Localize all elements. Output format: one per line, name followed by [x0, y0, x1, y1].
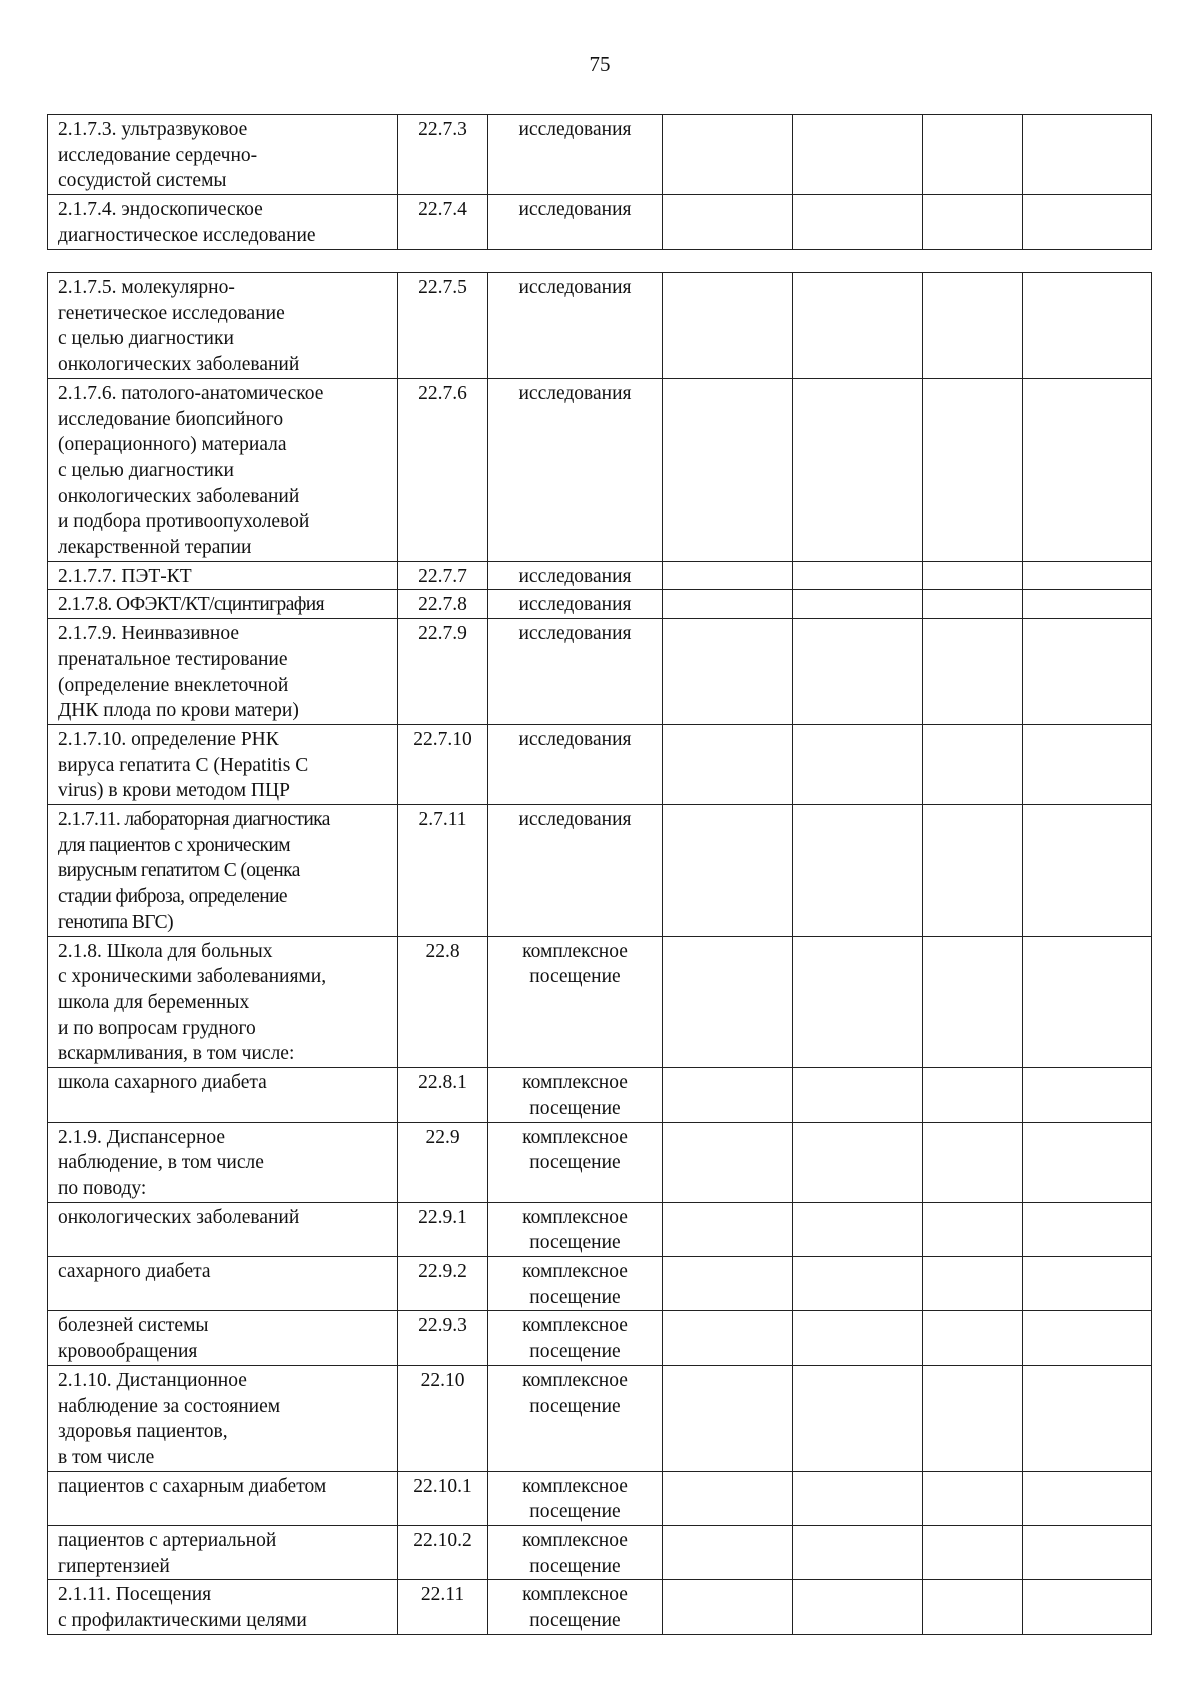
empty-cell: [663, 273, 793, 379]
empty-cell: [923, 115, 1023, 195]
code-cell: [398, 1365, 488, 1471]
row-code: 22.10.2: [413, 1530, 472, 1552]
row-code: 22.8.1: [418, 1072, 467, 1094]
service-name: болезней системы кровообращения: [58, 1315, 209, 1363]
service-name-cell: [48, 1257, 398, 1311]
service-name-cell: [48, 724, 398, 804]
service-name: 2.1.7.10. определение РНК вируса гепатита С (Hepatitis C virus) в крови методом ПЦР: [58, 728, 309, 802]
service-name-cell: [48, 561, 398, 590]
unit-of-measure: комплексное посещение: [522, 940, 628, 988]
empty-cell: [663, 619, 793, 725]
empty-cell: [663, 115, 793, 195]
empty-cell: [793, 561, 923, 590]
unit-of-measure: исследования: [518, 594, 632, 616]
empty-cell: [1023, 1580, 1152, 1634]
code-cell: [398, 1580, 488, 1634]
code-cell: [398, 1068, 488, 1122]
empty-cell: [663, 1257, 793, 1311]
code-cell: [398, 273, 488, 379]
empty-cell: [923, 1257, 1023, 1311]
empty-cell: [1023, 1068, 1152, 1122]
code-cell: [398, 1202, 488, 1256]
unit-of-measure: исследования: [518, 199, 632, 221]
row-code: 22.7.6: [418, 382, 467, 404]
empty-cell: [663, 1202, 793, 1256]
empty-cell: [923, 195, 1023, 249]
unit-cell: [488, 1471, 663, 1525]
empty-cell: [663, 936, 793, 1068]
table-row: [48, 1068, 1152, 1122]
service-name: 2.1.7.3. ультразвуковое исследование сердечно- сосудистой системы: [58, 119, 258, 192]
empty-cell: [793, 619, 923, 725]
service-name: 2.1.7.4. эндоскопическое диагностическое исследование: [58, 199, 316, 246]
table-row: [48, 1257, 1152, 1311]
service-name: 2.1.10. Дистанционное наблюдение за состоянием здоровья пациентов, в том числе: [58, 1369, 281, 1468]
empty-cell: [663, 1122, 793, 1202]
unit-of-measure: комплексное посещение: [522, 1072, 628, 1119]
unit-cell: [488, 561, 663, 590]
table-row: [48, 1471, 1152, 1525]
empty-cell: [923, 1365, 1023, 1471]
unit-of-measure: исследования: [518, 119, 632, 140]
service-name: пациентов с сахарным диабетом: [58, 1475, 327, 1497]
table-row: [48, 936, 1152, 1068]
service-name-cell: [48, 1311, 398, 1365]
empty-cell: [1023, 273, 1152, 379]
empty-cell: [663, 1580, 793, 1634]
service-name-cell: [48, 619, 398, 725]
unit-of-measure: комплексное посещение: [522, 1126, 628, 1174]
service-name-cell: [48, 273, 398, 379]
empty-cell: [1023, 1122, 1152, 1202]
empty-cell: [793, 1202, 923, 1256]
empty-cell: [923, 561, 1023, 590]
unit-cell: [488, 1257, 663, 1311]
unit-of-measure: исследования: [518, 623, 632, 645]
empty-cell: [793, 378, 923, 561]
table-row: [48, 273, 1152, 379]
service-name: 2.1.9. Диспансерное наблюдение, в том числе по поводу:: [58, 1126, 264, 1199]
unit-cell: [488, 1202, 663, 1256]
unit-of-measure: исследования: [518, 809, 632, 831]
empty-cell: [1023, 1202, 1152, 1256]
code-cell: [398, 1311, 488, 1365]
service-name-cell: [48, 1202, 398, 1256]
empty-cell: [923, 1202, 1023, 1256]
service-name: онкологических заболеваний: [58, 1206, 300, 1228]
services-table-part-1: [47, 114, 1152, 250]
empty-cell: [923, 724, 1023, 804]
unit-cell: [488, 1526, 663, 1580]
row-code: 22.7.4: [418, 199, 467, 221]
row-code: 22.9.1: [418, 1206, 467, 1228]
empty-cell: [663, 1068, 793, 1122]
empty-cell: [793, 724, 923, 804]
service-name-cell: [48, 805, 398, 937]
empty-cell: [793, 1580, 923, 1634]
empty-cell: [923, 590, 1023, 619]
code-cell: [398, 805, 488, 937]
table-row: [48, 195, 1152, 249]
empty-cell: [1023, 724, 1152, 804]
service-name: 2.1.7.7. ПЭТ-КТ: [58, 565, 192, 587]
service-name: 2.1.7.8. ОФЭКТ/КТ/сцинтиграфия: [58, 594, 325, 616]
row-code: 22.7.5: [418, 277, 467, 298]
row-code: 22.7.8: [418, 594, 467, 616]
unit-of-measure: исследования: [518, 382, 632, 404]
empty-cell: [793, 1526, 923, 1580]
empty-cell: [663, 1311, 793, 1365]
empty-cell: [793, 195, 923, 249]
service-name-cell: [48, 378, 398, 561]
services-table-part-2: [47, 272, 1152, 1635]
empty-cell: [793, 273, 923, 379]
row-code: 22.10: [420, 1369, 465, 1391]
unit-of-measure: комплексное посещение: [522, 1206, 628, 1254]
table-row: [48, 115, 1152, 195]
unit-of-measure: комплексное посещение: [522, 1475, 628, 1523]
code-cell: [398, 195, 488, 249]
unit-cell: [488, 195, 663, 249]
empty-cell: [663, 195, 793, 249]
service-name: 2.1.7.11. лабораторная диагностика для пациентов с хроническим вирусным гепатитом С (оценка стадии фиброза, определение генотипа ВГС): [58, 809, 330, 933]
unit-of-measure: комплексное посещение: [522, 1530, 628, 1577]
empty-cell: [923, 1471, 1023, 1525]
service-name-cell: [48, 1365, 398, 1471]
table-row: [48, 590, 1152, 619]
empty-cell: [793, 115, 923, 195]
table-row: [48, 805, 1152, 937]
empty-cell: [793, 1257, 923, 1311]
empty-cell: [923, 273, 1023, 379]
empty-cell: [923, 936, 1023, 1068]
row-code: 22.9.2: [418, 1261, 467, 1283]
service-name: 2.1.11. Посещения с профилактическими целями: [58, 1584, 307, 1632]
empty-cell: [793, 1122, 923, 1202]
service-name-cell: [48, 1471, 398, 1525]
unit-of-measure: исследования: [518, 565, 632, 587]
unit-of-measure: комплексное посещение: [522, 1315, 628, 1363]
empty-cell: [923, 1311, 1023, 1365]
empty-cell: [923, 378, 1023, 561]
service-name: школа сахарного диабета: [58, 1072, 267, 1094]
empty-cell: [663, 1365, 793, 1471]
unit-cell: [488, 1068, 663, 1122]
empty-cell: [1023, 561, 1152, 590]
code-cell: [398, 115, 488, 195]
empty-cell: [923, 1580, 1023, 1634]
empty-cell: [793, 1471, 923, 1525]
service-name: 2.1.7.5. молекулярно- генетическое исследование с целью диагностики онкологических заболеваний: [58, 277, 300, 376]
service-name-cell: [48, 1526, 398, 1580]
empty-cell: [923, 1526, 1023, 1580]
empty-cell: [1023, 590, 1152, 619]
row-code: 22.10.1: [413, 1475, 472, 1497]
empty-cell: [1023, 1365, 1152, 1471]
unit-cell: [488, 1365, 663, 1471]
row-code: 22.7.9: [418, 623, 467, 645]
service-name-cell: [48, 590, 398, 619]
table-row: [48, 724, 1152, 804]
unit-of-measure: исследования: [518, 728, 632, 750]
unit-cell: [488, 1311, 663, 1365]
row-code: 2.7.11: [418, 809, 467, 831]
empty-cell: [923, 805, 1023, 937]
empty-cell: [923, 619, 1023, 725]
row-code: 22.7.10: [413, 728, 472, 750]
row-code: 22.7.3: [418, 119, 467, 140]
code-cell: [398, 619, 488, 725]
table-row: [48, 378, 1152, 561]
empty-cell: [923, 1068, 1023, 1122]
code-cell: [398, 1257, 488, 1311]
unit-cell: [488, 805, 663, 937]
empty-cell: [663, 724, 793, 804]
table-row: [48, 1202, 1152, 1256]
unit-cell: [488, 273, 663, 379]
empty-cell: [1023, 1311, 1152, 1365]
empty-cell: [663, 590, 793, 619]
code-cell: [398, 1526, 488, 1580]
unit-of-measure: комплексное посещение: [522, 1584, 628, 1632]
code-cell: [398, 1122, 488, 1202]
table-row: [48, 1311, 1152, 1365]
empty-cell: [663, 805, 793, 937]
empty-cell: [663, 561, 793, 590]
empty-cell: [663, 1526, 793, 1580]
unit-cell: [488, 619, 663, 725]
empty-cell: [793, 805, 923, 937]
empty-cell: [1023, 195, 1152, 249]
table-row: [48, 561, 1152, 590]
service-name-cell: [48, 1122, 398, 1202]
code-cell: [398, 590, 488, 619]
unit-cell: [488, 115, 663, 195]
empty-cell: [1023, 1526, 1152, 1580]
service-name-cell: [48, 936, 398, 1068]
service-name: 2.1.7.9. Неинвазивное пренатальное тестирование (определение внеклеточной ДНК плода по крови матери): [58, 623, 299, 722]
service-name-cell: [48, 1068, 398, 1122]
empty-cell: [793, 590, 923, 619]
unit-of-measure: комплексное посещение: [522, 1261, 628, 1308]
service-name-cell: [48, 1580, 398, 1634]
empty-cell: [1023, 936, 1152, 1068]
service-name: 2.1.7.6. патолого-анатомическое исследование биопсийного (операционного) материала с целью диагностики онкологических заболеваний и подбора противоопухолевой лекарственной терапии: [58, 382, 324, 559]
empty-cell: [1023, 378, 1152, 561]
table-row: [48, 1526, 1152, 1580]
empty-cell: [1023, 115, 1152, 195]
empty-cell: [1023, 1257, 1152, 1311]
empty-cell: [923, 1122, 1023, 1202]
service-name: 2.1.8. Школа для больных с хроническими заболеваниями, школа для беременных и по вопросам грудного вскармливания, в том числе:: [58, 940, 327, 1065]
empty-cell: [793, 1068, 923, 1122]
row-code: 22.8: [425, 940, 460, 962]
row-code: 22.11: [420, 1584, 465, 1606]
unit-cell: [488, 590, 663, 619]
unit-cell: [488, 1580, 663, 1634]
unit-cell: [488, 936, 663, 1068]
code-cell: [398, 378, 488, 561]
empty-cell: [1023, 805, 1152, 937]
unit-of-measure: исследования: [518, 277, 632, 298]
code-cell: [398, 1471, 488, 1525]
empty-cell: [793, 936, 923, 1068]
row-code: 22.9.3: [418, 1315, 467, 1337]
unit-of-measure: комплексное посещение: [522, 1369, 628, 1417]
table-row: [48, 1580, 1152, 1634]
unit-cell: [488, 378, 663, 561]
service-name-cell: [48, 115, 398, 195]
empty-cell: [663, 1471, 793, 1525]
unit-cell: [488, 724, 663, 804]
row-code: 22.9: [425, 1126, 460, 1148]
row-code: 22.7.7: [418, 565, 467, 587]
code-cell: [398, 561, 488, 590]
code-cell: [398, 936, 488, 1068]
table-row: [48, 1122, 1152, 1202]
empty-cell: [793, 1311, 923, 1365]
table-row: [48, 619, 1152, 725]
empty-cell: [1023, 619, 1152, 725]
service-name: сахарного диабета: [58, 1261, 211, 1283]
service-name-cell: [48, 195, 398, 249]
empty-cell: [1023, 1471, 1152, 1525]
code-cell: [398, 724, 488, 804]
empty-cell: [793, 1365, 923, 1471]
empty-cell: [663, 378, 793, 561]
page-number: 75: [589, 52, 611, 76]
unit-cell: [488, 1122, 663, 1202]
service-name: пациентов с артериальной гипертензией: [58, 1530, 277, 1577]
table-row: [48, 1365, 1152, 1471]
